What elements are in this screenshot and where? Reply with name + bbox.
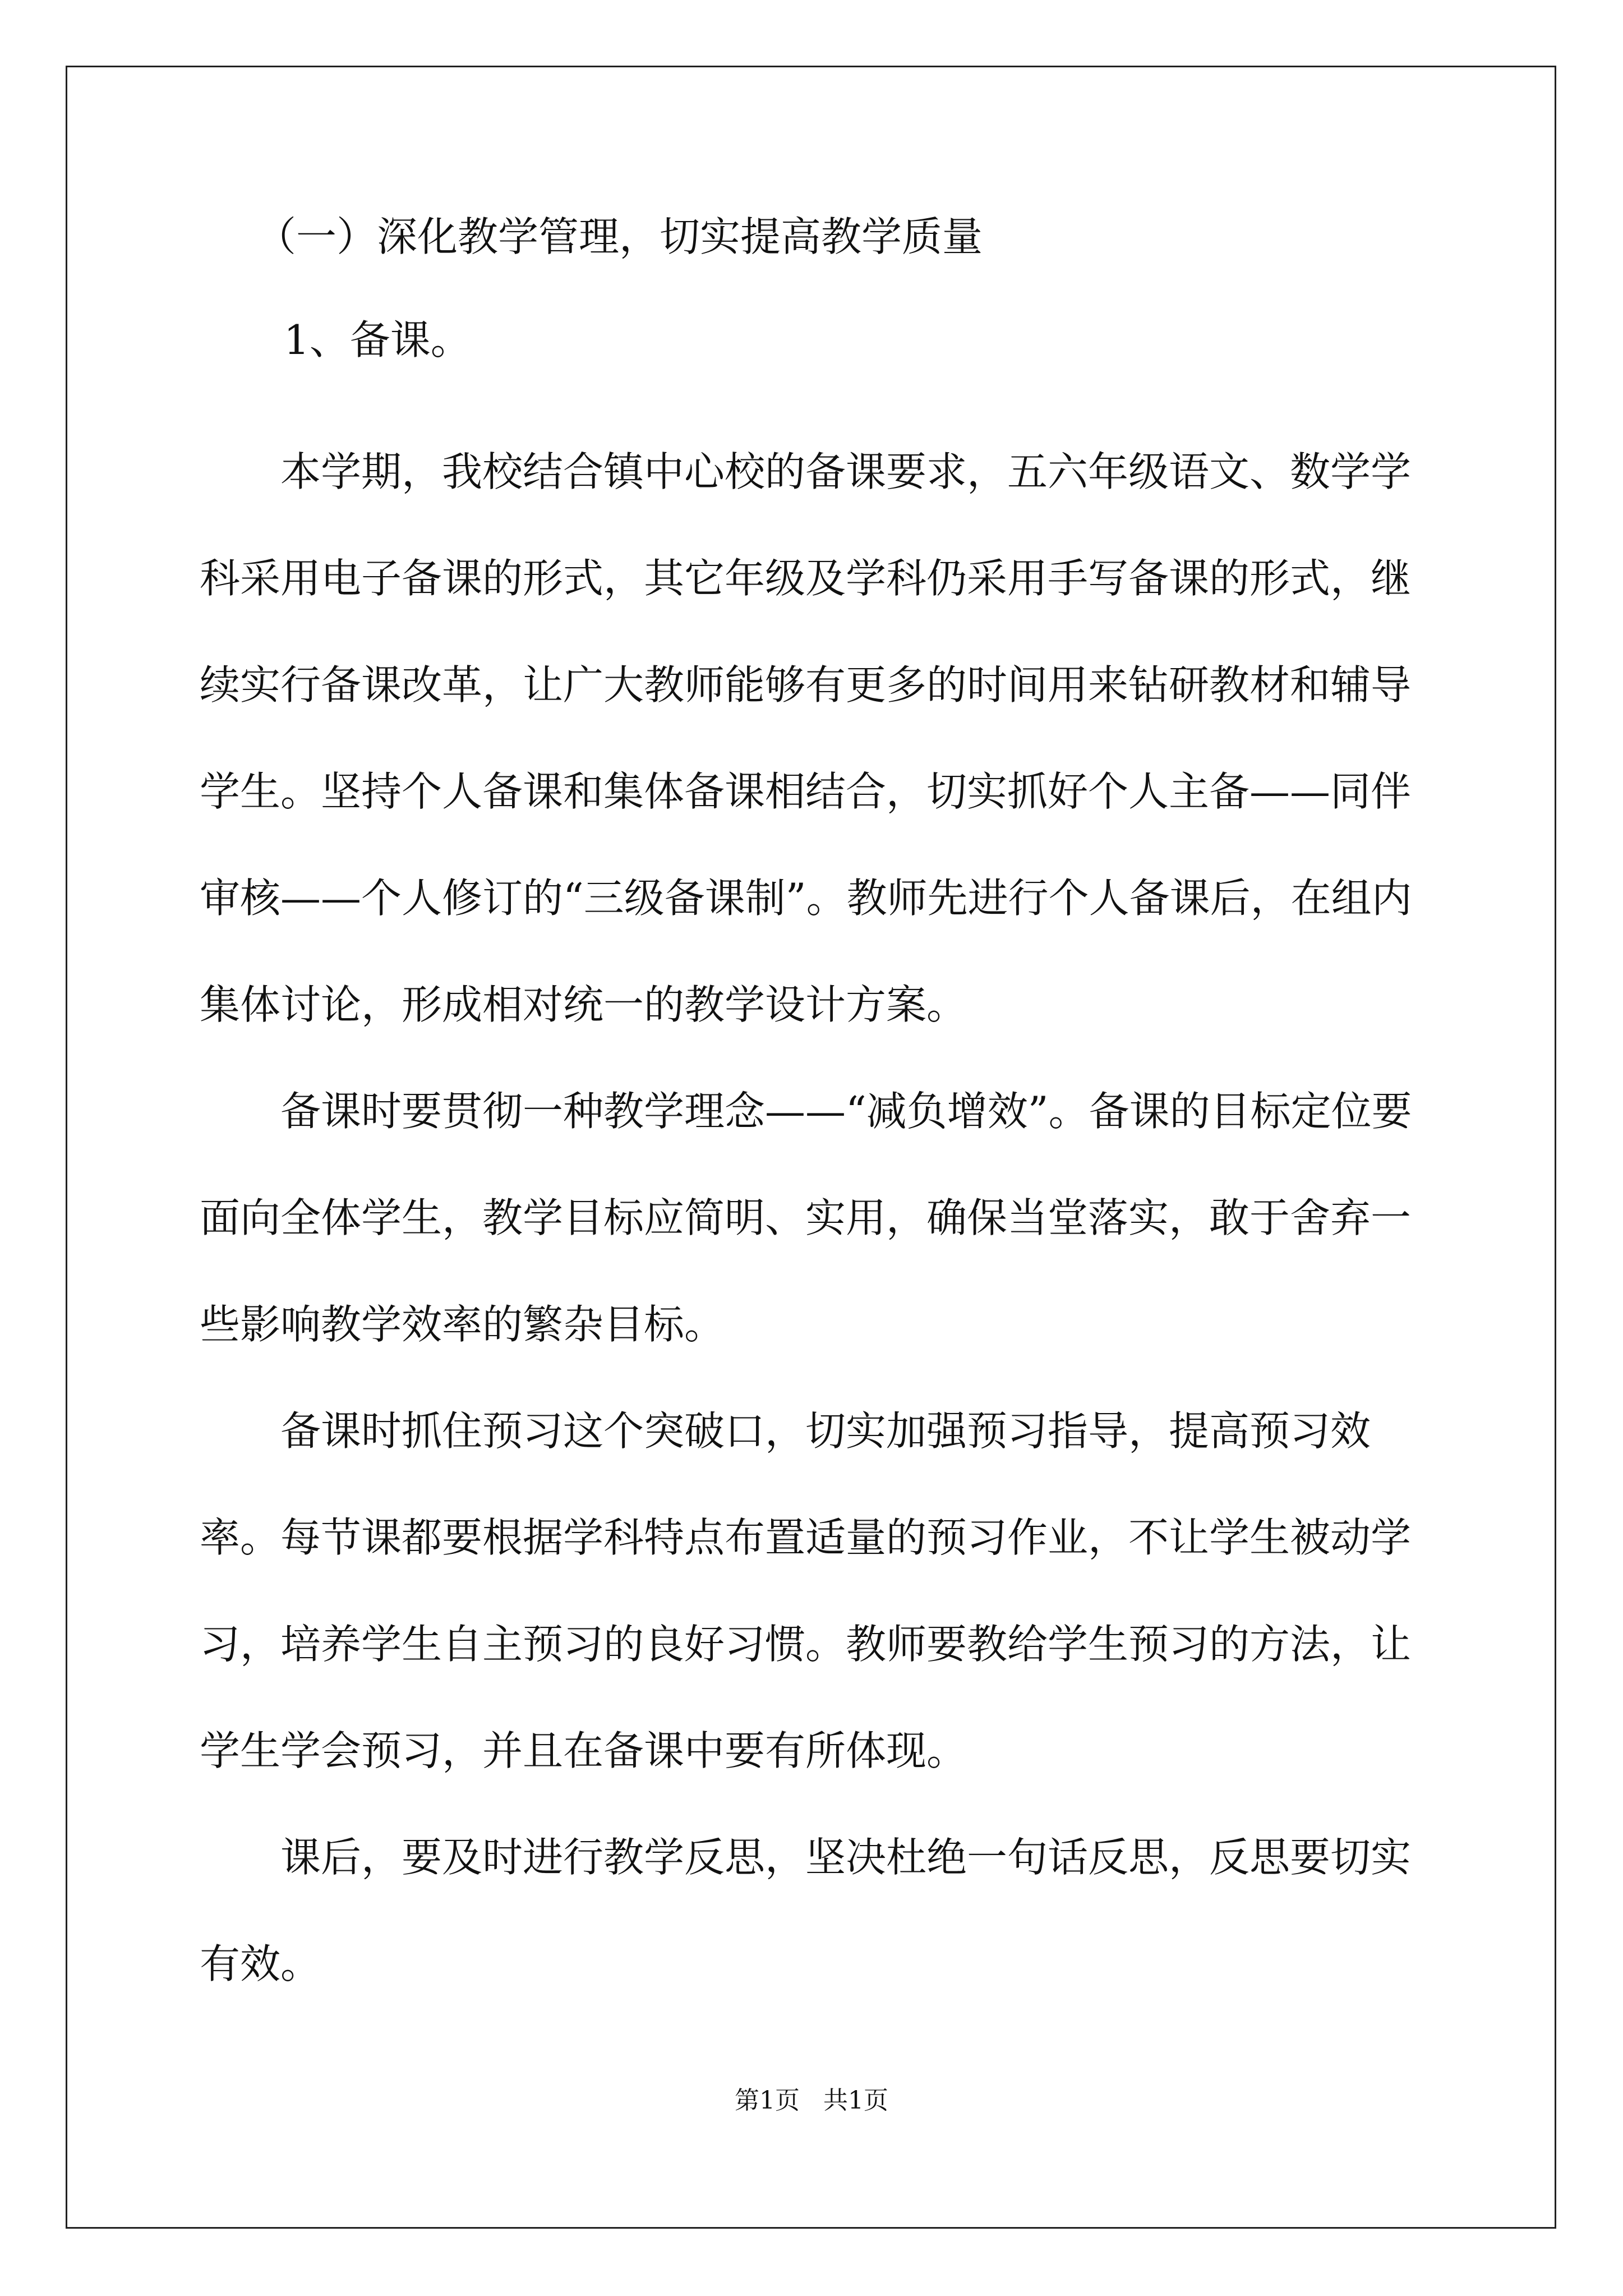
section-heading: （一）深化教学管理，切实提高教学质量 [256,213,983,260]
document-body [200,209,1433,2017]
paragraph-1: 本学期，我校结合镇中心校的备课要求，五六年级语文、数学学科采用电子备课的形式，其它年级及学科仍采用手写备课的形式，继续实行备课改革，让广大教师能够有更多的时间用来钻研教材和辅导学生。坚持个人备课和集体备课相结合，切实抓好个人主备——同伴审核——个人修订的“三级备课制”。教师先进行个人备课后，在组内集体讨论，形成相对统一的教学设计方案。 [200,448,1412,1028]
page-number-footer: 第1页 共1页 [735,2086,888,2115]
paragraph-3: 备课时抓住预习这个突破口，切实加强预习指导，提高预习效率。每节课都要根据学科特点布置适量的预习作业，不让学生被动学习，培养学生自主预习的良好习惯。教师要教给学生预习的方法，让学生学会预习，并且在备课中要有所体现。 [200,1407,1412,1774]
subsection-heading: 1、备课。 [284,316,471,364]
paragraph-2: 备课时要贯彻一种教学理念——“减负增效”。备课的目标定位要面向全体学生，教学目标应简明、实用，确保当堂落实，敢于舍弃一些影响教学效率的繁杂目标。 [200,1088,1412,1348]
paragraph-4: 课后，要及时进行教学反思，坚决杜绝一句话反思，反思要切实有效。 [200,1834,1412,1987]
